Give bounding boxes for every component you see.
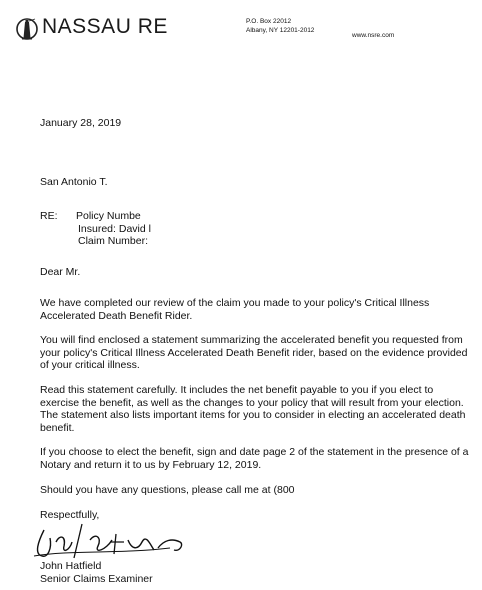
body-paragraph-5: Should you have any questions, please call me at (800 [40, 484, 295, 496]
letter-date: January 28, 2019 [40, 117, 122, 129]
address-line-1: P.O. Box 22012 [246, 18, 292, 25]
body-paragraph-4: If you choose to elect the benefit, sign and date page 2 of the statement in the presence of a Notary and return it to us by February 12, 2019. [40, 446, 469, 471]
insured-name: Insured: David l [78, 222, 151, 235]
brand-name: NASSAU RE [42, 15, 168, 38]
body-paragraph-3: Read this statement carefully. It includes the net benefit payable to you if you elect to exercise the benefit, as well as the changes to your policy that will result from your election. The statement also lists important items for you to consider in electing an accelerated death benefit. [40, 384, 466, 434]
signer-name: John Hatfield [40, 560, 102, 572]
closing: Respectfully, [40, 509, 100, 521]
salutation: Dear Mr. [40, 266, 81, 278]
address-line-2: Albany, NY 12201-2012 [246, 26, 315, 34]
re-block [76, 210, 151, 248]
body-paragraph-2: You will find enclosed a statement summarizing the accelerated benefit you requested from your policy's Critical Illness Accelerated Death Benefit rider, based on the evidence provided of your critical illness. [40, 334, 468, 371]
re-label: RE: [40, 210, 58, 222]
website-link[interactable]: www.nsre.com [352, 32, 395, 39]
lighthouse-icon [16, 14, 38, 44]
recipient-city: San Antonio T. [40, 176, 108, 188]
signer-block [40, 560, 153, 585]
claim-number: Claim Number: [78, 235, 149, 247]
body-paragraph-1: We have completed our review of the claim you made to your policy's Critical Illness Accelerated Death Benefit Rider. [40, 297, 430, 322]
policy-number: Policy Numbe [76, 210, 141, 222]
handwritten-signature [30, 520, 190, 562]
mailing-address [246, 18, 314, 35]
signer-title: Senior Claims Examiner [40, 572, 153, 585]
